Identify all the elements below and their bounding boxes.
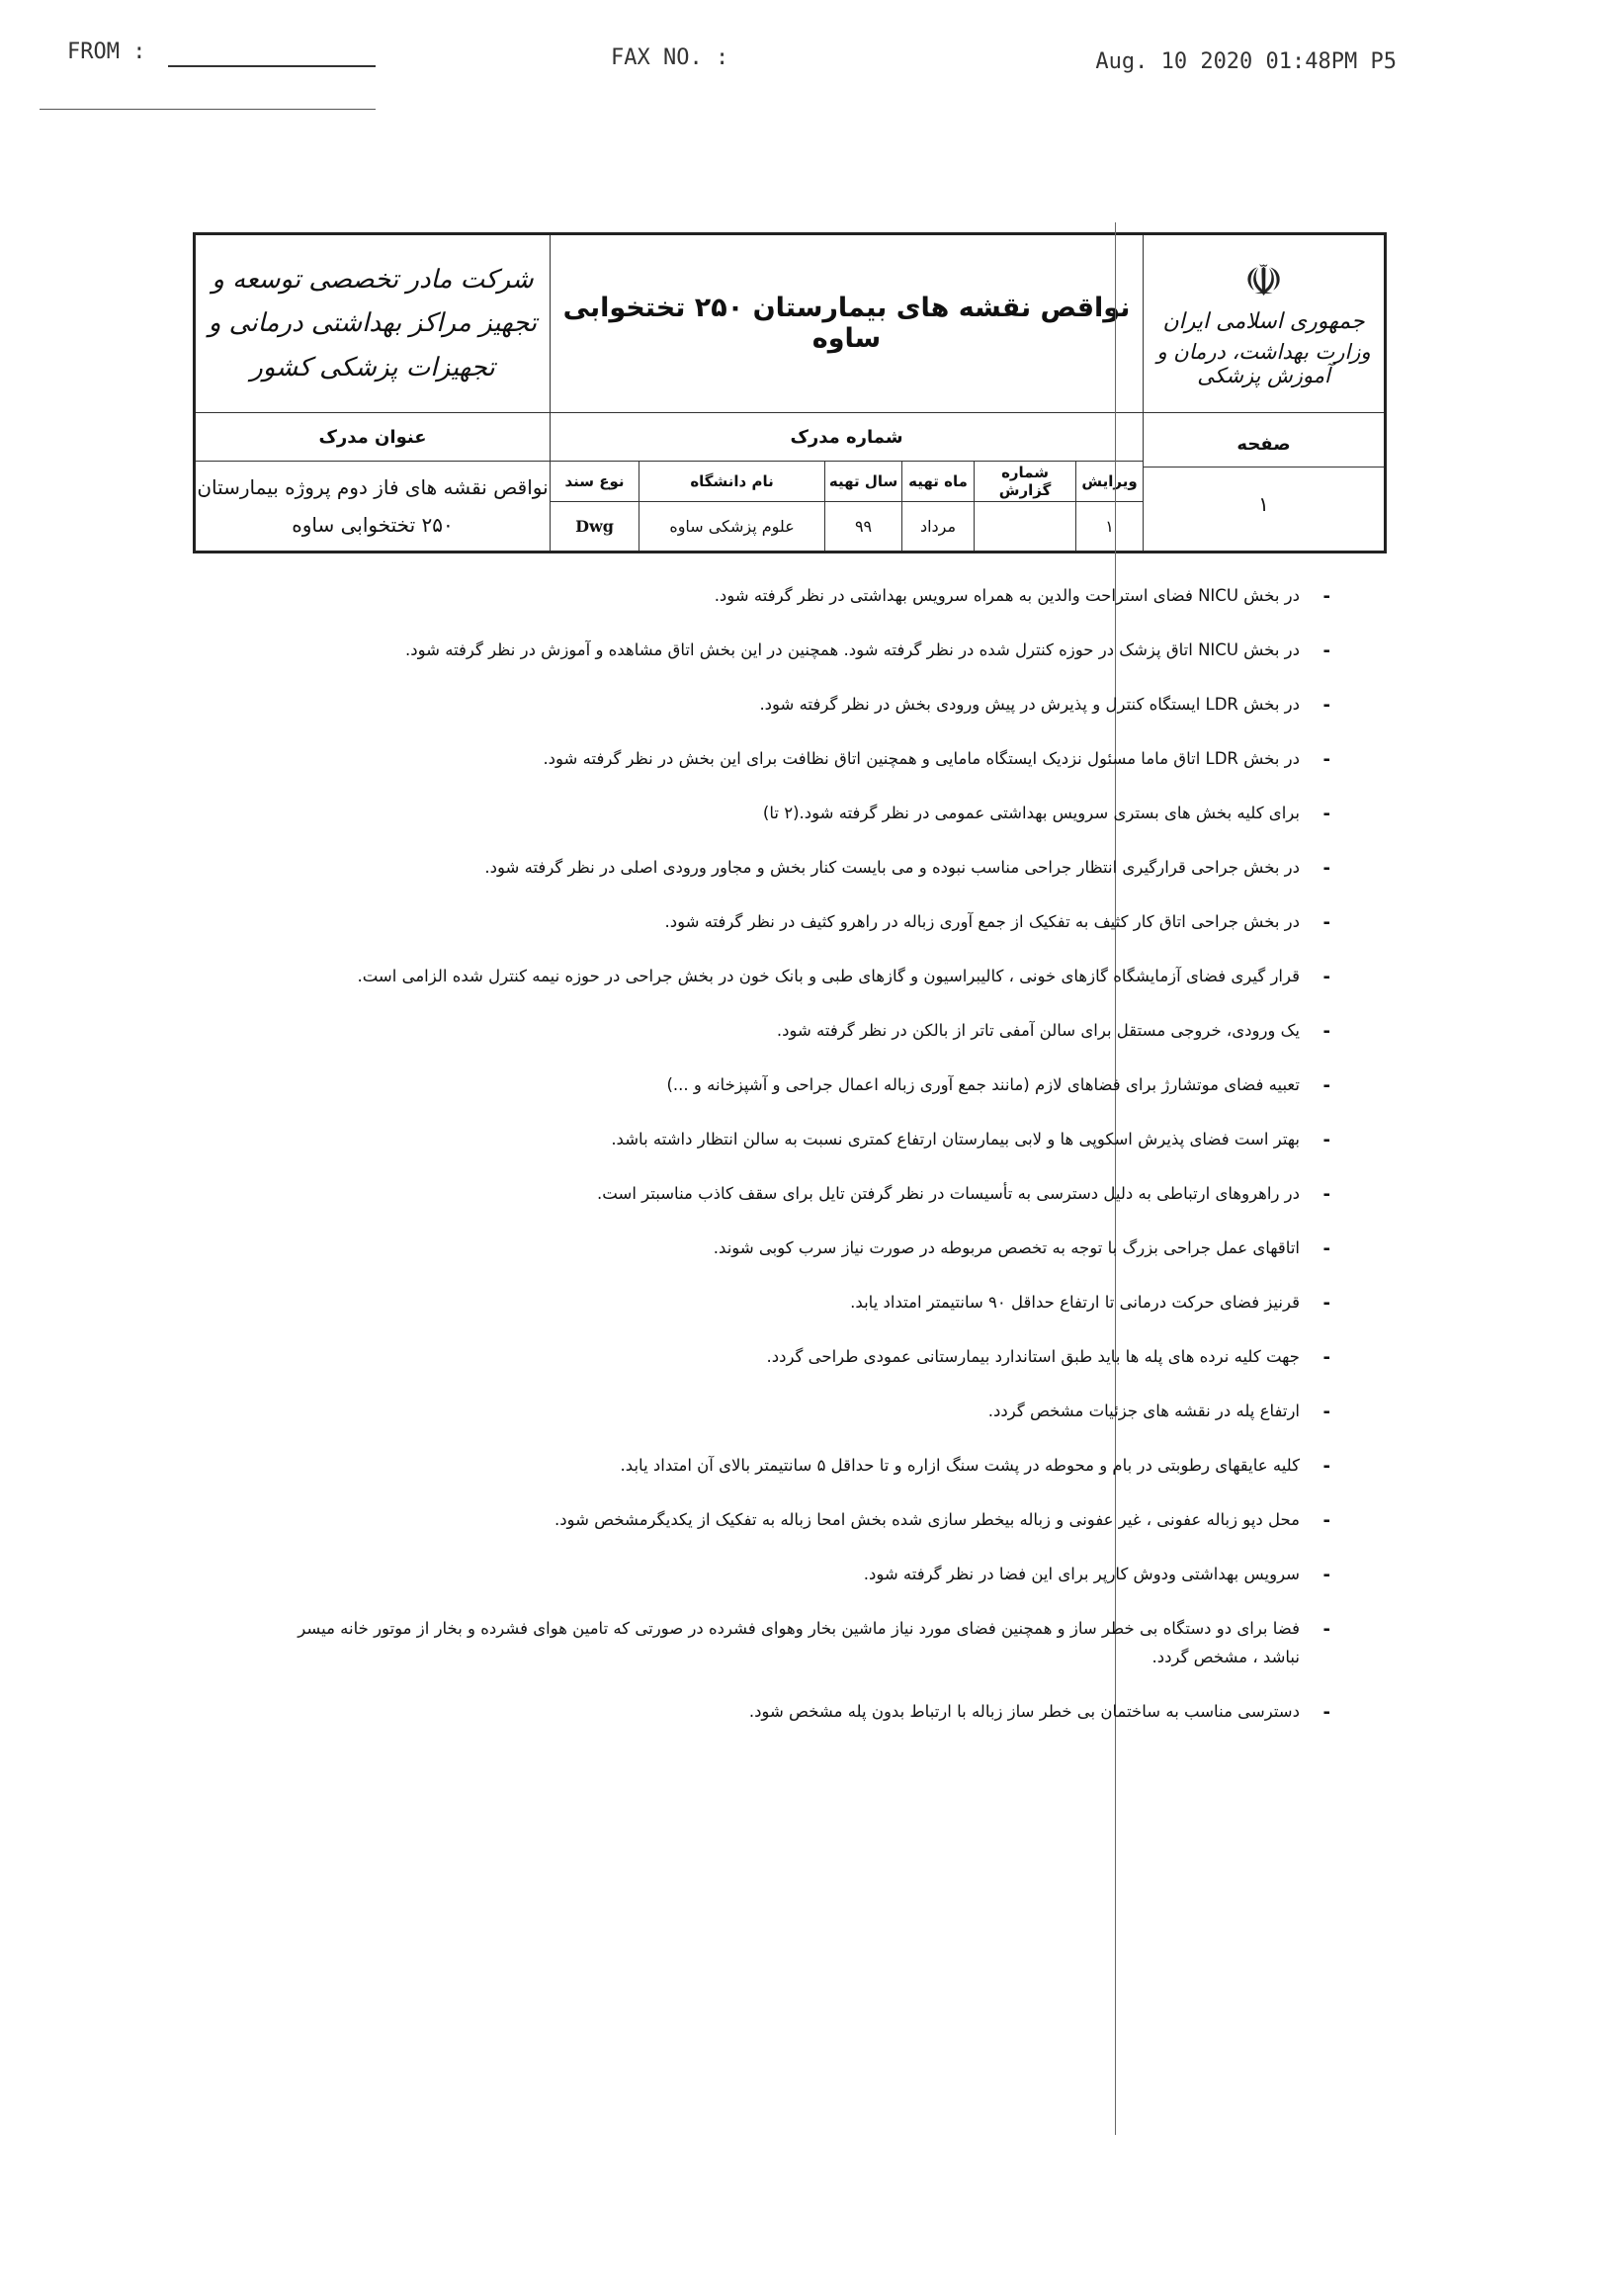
company-name: شرکت مادر تخصصی توسعه و تجهیز مراکز بهداشتی درمانی و تجهیزات پزشکی کشور: [195, 234, 551, 413]
list-item: [292, 690, 1330, 719]
bullet-icon: -: [1322, 1456, 1330, 1477]
university-label: نام دانشگاه: [639, 462, 825, 502]
list-item: [292, 1070, 1330, 1099]
page-value: ۱: [1258, 491, 1269, 516]
note-text: در بخش جراحی اتاق کار کثیف به تفکیک از جمع آوری زباله در راهرو کثیف در نظر گرفته شود.: [664, 912, 1300, 931]
bullet-icon: -: [1322, 695, 1330, 716]
list-item: [292, 853, 1330, 882]
fax-from-line: [168, 65, 376, 67]
list-item: [292, 1342, 1330, 1371]
document-title-label: عنوان مدرک: [195, 412, 551, 462]
fax-from-label: FROM :: [67, 40, 146, 64]
document-title: نواقص نقشه های بیمارستان ۲۵۰ تختخوابی ساوه: [551, 234, 1144, 413]
note-text: بهتر است فضای پذیرش اسکوپی ها و لابی بیمارستان ارتفاع کمتری نسبت به سالن انتظار داشته باشد.: [611, 1130, 1300, 1148]
fax-number-label: FAX NO. :: [611, 45, 729, 70]
bullet-icon: -: [1322, 1293, 1330, 1314]
bullet-icon: -: [1322, 640, 1330, 661]
fax-date-time: Aug. 10 2020 01:48PM P5: [1095, 49, 1397, 74]
page-label: صفحه: [1144, 423, 1384, 468]
revision-label: ویرایش: [1076, 462, 1144, 502]
bullet-icon: -: [1322, 1021, 1330, 1042]
university-value: علوم پزشکی ساوه: [639, 502, 825, 553]
list-item: [292, 1125, 1330, 1153]
bullet-icon: -: [1322, 804, 1330, 824]
prep-month-value: مرداد: [902, 502, 975, 553]
notes-list: [292, 581, 1330, 1751]
ministry-line-2: وزارت بهداشت، درمان و آموزش پزشکی: [1156, 339, 1371, 387]
bullet-icon: -: [1322, 1347, 1330, 1368]
note-text: در راهروهای ارتباطی به دلیل دسترسی به تأسیسات در نظر گرفتن تایل برای سقف کاذب مناسبتر است.: [597, 1184, 1300, 1203]
list-item: [292, 799, 1330, 827]
note-text: قرار گیری فضای آزمایشگاه گازهای خونی ، کالیبراسیون و گازهای طبی و بانک خون در بخش جراحی در حوزه نیمه کنترل شده الزامی است.: [357, 967, 1300, 985]
bullet-icon: -: [1322, 586, 1330, 607]
list-item: [275, 636, 1330, 664]
doc-type-label: نوع سند: [551, 462, 639, 502]
note-text: برای کلیه بخش های بستری سرویس بهداشتی عمومی در نظر گرفته شود.(۲ تا): [762, 804, 1300, 822]
list-item: [275, 1614, 1330, 1671]
bullet-icon: -: [1322, 1184, 1330, 1205]
note-text: قرنیز فضای حرکت درمانی تا ارتفاع حداقل ۹۰ سانتیمتر امتداد یابد.: [850, 1293, 1300, 1312]
list-item: [292, 1697, 1330, 1726]
list-item: [292, 581, 1330, 610]
document-number-label: شماره مدرک: [551, 412, 1144, 462]
ministry-cell: [1144, 234, 1386, 413]
note-text: جهت کلیه نرده های پله ها باید طبق استاندارد بیمارستانی عمودی طراحی گردد.: [766, 1347, 1300, 1366]
note-text: فضا برای دو دستگاه بی خطر ساز و همچنین فضای مورد نیاز ماشین بخار وهوای فشرده در صورتی که تامین هوای فشرده و بخار از موتور خانه میسر نباشد ، مشخص گردد.: [298, 1619, 1300, 1666]
list-item: [292, 744, 1330, 773]
bullet-icon: -: [1322, 1565, 1330, 1585]
note-text: در بخش LDR ایستگاه کنترل و پذیرش در پیش ورودی بخش در نظر گرفته شود.: [759, 695, 1300, 714]
report-number-value: [975, 502, 1076, 553]
bullet-icon: -: [1322, 967, 1330, 987]
list-item: [292, 1288, 1330, 1317]
list-item: [292, 1451, 1330, 1480]
prep-year-label: سال تهیه: [825, 462, 902, 502]
note-text: اتاقهای عمل جراحی بزرگ با توجه به تخصص مربوطه در صورت نیاز سرب کوبی شوند.: [713, 1238, 1300, 1257]
note-text: سرویس بهداشتی ودوش کارپر برای این فضا در نظر گرفته شود.: [863, 1565, 1300, 1583]
document-header-table: [193, 232, 1387, 553]
bullet-icon: -: [1322, 1510, 1330, 1531]
bullet-icon: -: [1322, 858, 1330, 879]
iran-emblem-icon: ☫: [1243, 255, 1284, 306]
list-item: [292, 907, 1330, 936]
document-subject: نواقص نقشه های فاز دوم پروژه بیمارستان ۲۵۰ تختخوابی ساوه: [195, 462, 551, 553]
note-text: در بخش NICU اتاق پزشک در حوزه کنترل شده در نظر گرفته شود. همچنین در این بخش اتاق مشاهده و آموزش در نظر گرفته شود.: [405, 640, 1300, 659]
bullet-icon: -: [1322, 912, 1330, 933]
bullet-icon: -: [1322, 1238, 1330, 1259]
note-text: دسترسی مناسب به ساختمان بی خطر ساز زباله با ارتباط بدون پله مشخص شود.: [748, 1702, 1300, 1721]
prep-year-value: ۹۹: [825, 502, 902, 553]
list-item: [292, 1560, 1330, 1588]
bullet-icon: -: [1322, 749, 1330, 770]
note-text: ارتفاع پله در نقشه های جزئیات مشخص گردد.: [987, 1402, 1300, 1420]
note-text: کلیه عایقهای رطوبتی در بام و محوطه در پشت سنگ ازاره و تا حداقل ۵ سانتیمتر بالای آن امتداد یابد.: [620, 1456, 1300, 1475]
bullet-icon: -: [1322, 1075, 1330, 1096]
bullet-icon: -: [1322, 1702, 1330, 1723]
prep-month-label: ماه تهیه: [902, 462, 975, 502]
bullet-icon: -: [1322, 1402, 1330, 1422]
list-item: [292, 1016, 1330, 1045]
list-item: [275, 962, 1330, 990]
note-text: یک ورودی، خروجی مستقل برای سالن آمفی تاتر از بالکن در نظر گرفته شود.: [776, 1021, 1300, 1040]
page-cell: [1144, 412, 1386, 552]
list-item: [292, 1179, 1330, 1208]
revision-value: ۱: [1076, 502, 1144, 553]
fax-underline: [40, 109, 376, 110]
note-text: محل دپو زباله عفونی ، غیر عفونی و زباله بیخطر سازی شده بخش امحا زباله به تفکیک از یکدیگرمشخص شود.: [554, 1510, 1300, 1529]
fax-header: [0, 40, 1619, 79]
note-text: در بخش NICU فضای استراحت والدین به همراه سرویس بهداشتی در نظر گرفته شود.: [714, 586, 1300, 605]
doc-type-value: Dwg: [551, 502, 639, 553]
note-text: تعبیه فضای موتشارژ برای فضاهای لازم (مانند جمع آوری زباله اعمال جراحی و آشپزخانه و ...): [666, 1075, 1300, 1094]
note-text: در بخش LDR اتاق ماما مسئول نزدیک ایستگاه مامایی و همچنین اتاق نظافت برای این بخش در نظر گرفته شود.: [543, 749, 1300, 768]
list-item: [292, 1397, 1330, 1425]
ministry-line-1: جمهوری اسلامی ایران: [1162, 308, 1365, 334]
bullet-icon: -: [1322, 1130, 1330, 1150]
list-item: [292, 1505, 1330, 1534]
report-number-label: شماره گزارش: [975, 462, 1076, 502]
list-item: [292, 1233, 1330, 1262]
note-text: در بخش جراحی قرارگیری انتظار جراحی مناسب نبوده و می بایست کنار بخش و مجاور ورودی اصلی در نظر گرفته شود.: [484, 858, 1300, 877]
bullet-icon: -: [1322, 1619, 1330, 1640]
